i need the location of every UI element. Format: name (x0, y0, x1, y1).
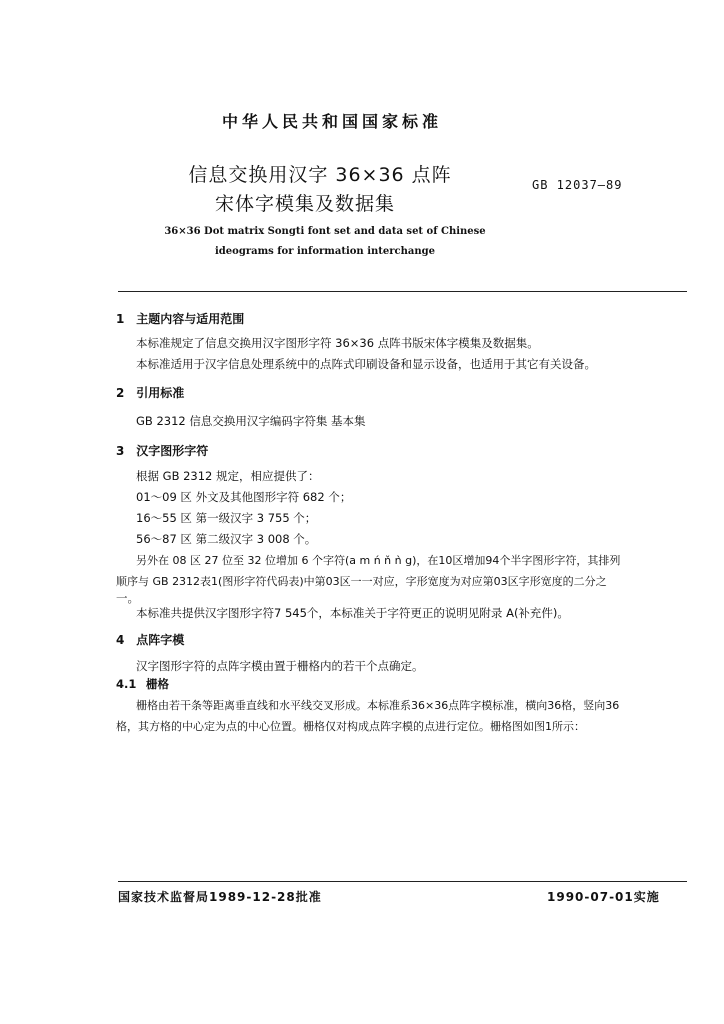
section-4-paragraph: 汉字图形字符的点阵字模由置于栅格内的若干个点确定。 (136, 659, 424, 673)
subsection-number: 4.1 (116, 677, 137, 691)
english-title-line1: 36×36 Dot matrix Songti font set and data set of Chinese (164, 226, 486, 237)
section-3-heading (116, 442, 208, 459)
header-divider (118, 291, 687, 292)
section-3-line-3: 16～55 区 第一级汉字 3 755 个； (136, 511, 317, 525)
section-3-line-1: 根据 GB 2312 规定，相应提供了： (136, 469, 320, 483)
section-title: 点阵字模 (136, 633, 185, 647)
section-3-line-4: 56～87 区 第二级汉字 3 008 个。 (136, 532, 317, 546)
section-3-line-5: 另外在 08 区 27 位至 32 位增加 6 个字符(a m ń ň ǹ g)，在10区增加94个半字图形字符，其排列 (136, 554, 621, 567)
standard-number: GB 12037—89 (532, 178, 623, 192)
section-4-1-line-2: 格，其方格的中心定为点的中心位置。栅格仅对构成点阵字模的点进行定位。栅格图如图1所示： (116, 720, 585, 733)
english-title-line2: ideograms for information interchange (215, 246, 435, 257)
section-3-line-6: 顺序与 GB 2312表1(图形字符代码表)中第03区一一对应，字形宽度为对应第03区字形宽度的二分之 (116, 575, 607, 588)
section-3-line-7: 一。 (116, 591, 139, 605)
document-title-line1: 信息交换用汉字 36×36 点阵 (188, 164, 452, 186)
section-1-paragraph-2: 本标准适用于汉字信息处理系统中的点阵式印刷设备和显示设备，也适用于其它有关设备。 (136, 357, 596, 371)
section-number: 2 (116, 386, 125, 400)
section-title: 引用标准 (136, 386, 185, 400)
section-title: 汉字图形字符 (136, 444, 209, 458)
section-4-1-line-1: 栅格由若干条等距离垂直线和水平线交叉形成。本标准系36×36点阵字模标准，横向36格，竖向36 (136, 699, 620, 712)
implementation-date: 1990-07-01实施 (547, 890, 660, 904)
subsection-title: 栅格 (146, 677, 170, 691)
section-number: 1 (116, 312, 125, 326)
section-3-line-8: 本标准共提供汉字图形字符7 545个，本标准关于字符更正的说明见附录 A(补充件)。 (136, 606, 569, 620)
section-1-heading (116, 310, 244, 327)
section-title: 主题内容与适用范围 (136, 312, 245, 326)
section-number: 3 (116, 444, 125, 458)
document-title-line2: 宋体字模集及数据集 (214, 193, 395, 215)
section-2-heading (116, 384, 184, 401)
section-4-1-heading (116, 676, 169, 692)
approval-date: 国家技术监督局1989-12-28批准 (118, 890, 322, 904)
national-standard-heading: 中华人民共和国国家标准 (221, 112, 442, 131)
section-number: 4 (116, 633, 125, 647)
section-4-heading (116, 631, 184, 648)
footer-divider (118, 881, 687, 882)
section-3-line-2: 01～09 区 外文及其他图形字符 682 个； (136, 490, 352, 504)
section-1-paragraph-1: 本标准规定了信息交换用汉字图形字符 36×36 点阵书版宋体字模集及数据集。 (136, 336, 539, 350)
section-2-reference: GB 2312 信息交换用汉字编码字符集 基本集 (136, 414, 366, 428)
